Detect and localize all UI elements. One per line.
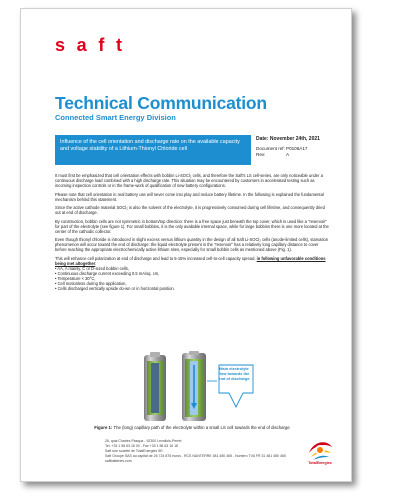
footer-line: saftbatteries.com [105,459,132,463]
body-text [55,173,329,291]
rev-label: Rev: [256,152,266,157]
document-ref-label: Document ref: [256,145,285,151]
condition-item: • Temperature < 30°C, [55,276,96,282]
document-meta [256,136,320,159]
footer-line: Tel. +33 1 58 63 16 00 - Fax +33 1 58 63 16 18 [105,444,178,448]
footer-line: Saft une société de TotalEnergies SE. [105,449,164,453]
condition-item: • Cell motionless during the application, [55,281,127,287]
figure-caption-label: Figure 1: [94,425,113,430]
paragraph-4: By construction, bobbin cells are not symmetric in bottom/top direction: there is a free space just beneath the top cover, which is used like a "reservoir" for part of the electrolyte (see figure 1). For small bobbins, it is the only available internal space, while for large bobbins there is one more located at the center of the cathodic collector. [55,218,329,234]
condition-item: • AA, A mainly, C or D-sized bobbin cells, [55,265,129,271]
footer-line: 26, quai Charles Pasqua - 92300 Levallois-Perret [105,439,182,443]
condition-item: • Cells discharged vertically upside do-wn or in horizontal position. [55,286,175,292]
paragraph-6-lead: This will enhance cell polarization at end of discharge and lead to 5-15% increased cell-to-cell capacity spread, [55,255,256,261]
document-page [20,8,352,482]
page-title: Technical Communication [55,93,267,113]
footer-address [105,439,295,464]
rev-value: A [286,152,290,157]
figure-caption [55,425,329,430]
cell-right [182,351,206,421]
summary-box: Influence of the cell orientation and discharge rate on the available capacity and voltage stability of a Lithium-Thionyl Chloride cell [55,135,251,165]
saft-logo [55,37,125,53]
document-date: Date: November 24th, 2021 [256,136,320,142]
rev-row [256,152,316,159]
condition-item: • Continuous discharge current exceeding 0.5 mA/sq. cm, [55,270,160,276]
figure-caption-text: The (long) capillary path of the electrolyte within a small LS cell towards the end of discharge [113,425,290,430]
paragraph-1: It must first be emphasized that cell orientation effects with bobbin Li-SOCl₂ cells, and therefore the Saft's LS cell-series, are only noticeable under a continuous discharge load combined with a high discharge rate. This situation may be encountered by customers in accelerated testing such as incoming inspection controls or in the frame-work of qualification of new battery configurations. [55,173,323,189]
paragraph-6-emphasis: in following unfavorable conditions being met altogether [55,255,326,266]
figure-callout-text: Main electrolyte flow towards the end of discharge [218,366,250,381]
paragraph-2: Please note that cell orientation in real battery use will never come into play and reduce battery lifetime. In the following is explained the fundamental mechanism behind this statement. [55,191,324,202]
svg-text:saft: saft [55,37,123,53]
paragraph-6-tail: : [95,260,97,266]
paragraph-5: Even though thionyl chloride is introduced in slight excess versus lithium quantity in the design of all Saft Li-SOCl₂ cells (anode-limited cells), starvation phenomenon will occur toward the end of discharge: the liquid electrolyte present in the "reservoir" has a relatively long capillary distance to cover before reaching the appropriate electrochemically active lithium sites, especially for small bobbin cells as mentioned above (Fig. 1). [55,237,329,253]
footer-line: Saft Groupe SAS au capital de 26 724 876 euros - RCS NANTERRE 481 480 465 - Numéro TVA FR 31 481 480 465 [105,454,286,458]
document-ref-value: P0106A17 [286,145,308,151]
conditions-list [55,266,329,291]
cell-left [144,352,166,421]
figure-1-illustration [111,351,281,423]
paragraph-3: Since the active cathode material SOCl₂ is also the solvent of the electrolyte, it is progressively consumed during cell lifetime, and consequently dried out at end of discharge. [55,205,325,216]
paragraph-6 [55,256,329,266]
totalenergies-label: TotalEnergies [308,461,332,465]
division-subtitle: Connected Smart Energy Division [55,113,176,122]
